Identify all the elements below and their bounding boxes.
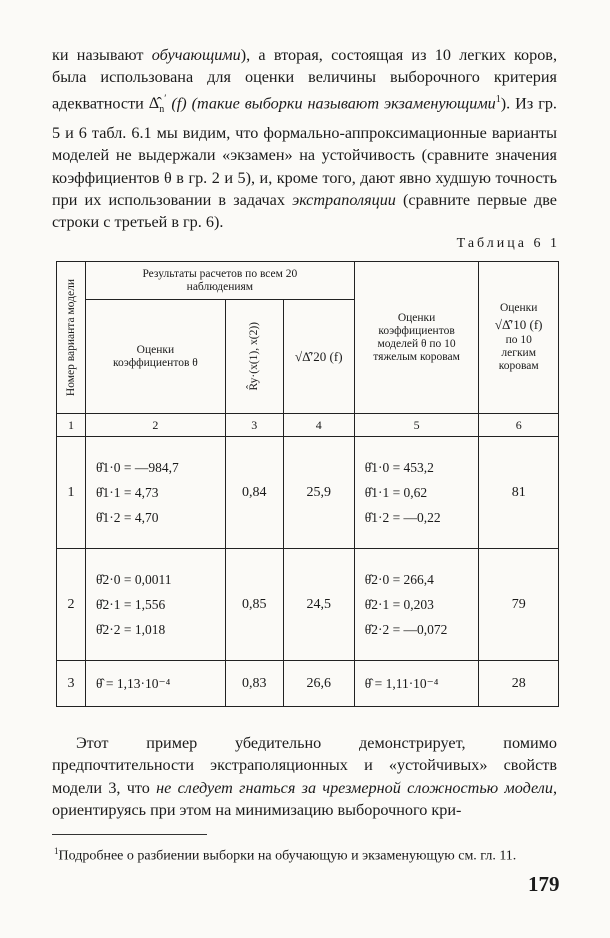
estimates-20: θ̂1·0 = —984,7 θ̂1·1 = 4,73 θ̂1·2 = 4,70	[86, 437, 226, 549]
estimates-10: θ̂1·0 = 453,2 θ̂1·1 = 0,62 θ̂1·2 = —0,22	[354, 437, 479, 549]
italic-term: экстраполяции	[292, 191, 396, 210]
delta10-value: 28	[479, 661, 559, 707]
column-number: 1	[57, 414, 86, 437]
delta20-value: 25,9	[283, 437, 354, 549]
footnote-divider	[52, 834, 207, 835]
results-table	[56, 261, 559, 707]
header-heavy-cows: Оценки коэффициентов моделей θ по 10 тяжелым коровам	[354, 262, 479, 414]
column-number: 6	[479, 414, 559, 437]
header-group-all-observations: Результаты расчетов по всем 20 наблюдениям	[86, 262, 355, 300]
header-light-cows: Оценки √Δ̂′10 (f) по 10 легким коровам	[479, 262, 559, 414]
correlation-value: 0,85	[225, 549, 283, 661]
model-number: 1	[57, 437, 86, 549]
italic-term: обучающими	[151, 46, 241, 64]
correlation-value: 0,84	[225, 437, 283, 549]
delta-symbol: $\Deltâ_n'$	[148, 93, 167, 116]
text: , ориентируясь при этом на минимизацию выборочного кри-	[52, 778, 557, 820]
estimates-20: θ̂2·0 = 0,0011 θ̂2·1 = 1,556 θ̂2·2 = 1,018	[86, 549, 226, 661]
column-numbers-row	[57, 414, 559, 437]
delta20-value: 24,5	[283, 549, 354, 661]
header-correlation: R̂y·(x(1), x(2))	[225, 300, 283, 414]
column-number: 2	[86, 414, 226, 437]
footnote-ref: 1	[495, 93, 501, 105]
header-coef-estimates: Оценки коэффициентов θ	[86, 300, 226, 414]
text: Этот пример убедительно демонстрирует, помимо предпочтительности экстраполяционных и «устойчивых» свойств модели 3, что	[52, 734, 557, 797]
table-caption: Таблица 6 1	[456, 236, 560, 251]
page-number: 179	[528, 872, 560, 896]
delta10-value: 79	[479, 549, 559, 661]
text: ки называют	[52, 46, 152, 64]
header-model-number: Номер варианта модели	[57, 262, 86, 414]
text: ), а вторая, состоящая из 10 легких коров, была использована для оценки величины выборочного критерия адекватности	[52, 46, 557, 113]
estimates-10: θ̂2·0 = 266,4 θ̂2·1 = 0,203 θ̂2·2 = —0,072	[354, 549, 479, 661]
correlation-value: 0,83	[225, 661, 283, 707]
italic-term: экзаменующими	[383, 94, 496, 113]
estimates-10: θ̂ = 1,11·10⁻⁴	[354, 661, 479, 707]
italic-emphasis: не следует гнаться за чрезмерной сложностью модели	[156, 778, 553, 797]
column-number: 4	[283, 414, 354, 437]
text: (сравните первые две строки с третьей в гр. 6).	[52, 191, 557, 232]
model-number: 2	[57, 549, 86, 661]
column-number: 3	[225, 414, 283, 437]
paragraph-1	[52, 44, 557, 234]
footnote: $^1$Подробнее о разбиении выборки на обучающую и экзаменующую см. гл. 11.	[54, 846, 517, 864]
model-number: 3	[57, 661, 86, 707]
paragraph-2	[52, 732, 557, 822]
estimates-20: θ̂ = 1,13·10⁻⁴	[86, 661, 226, 707]
text: (f) (такие выборки называют	[166, 94, 384, 113]
text: ). Из гр. 5 и 6 табл. 6.1 мы видим, что формально-аппроксимационные варианты моделей не выдержали «экзамен» на устойчивость (сравните значения коэффициентов θ в гр. 2 и 5), и, кроме того, дают явно худшую точность при их использовании в задачах	[52, 94, 557, 210]
column-number: 5	[354, 414, 479, 437]
delta20-value: 26,6	[283, 661, 354, 707]
table-row	[57, 661, 559, 707]
header-delta20: √Δ̂′20 (f)	[283, 300, 354, 414]
table-row	[57, 437, 559, 549]
delta10-value: 81	[479, 437, 559, 549]
table-row	[57, 549, 559, 661]
